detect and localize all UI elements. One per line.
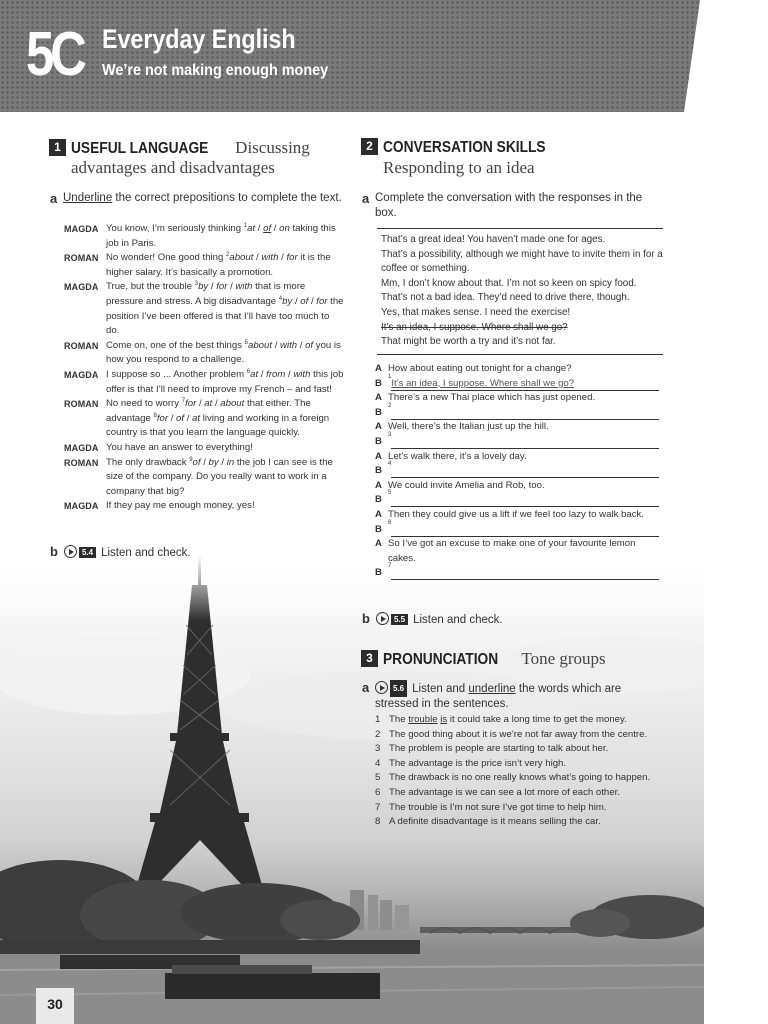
section2-heading [361, 138, 572, 157]
exercise-letter: b [362, 611, 370, 626]
instruction-text: Complete the conversation with the responses in the box. [375, 192, 643, 219]
section2-title: CONVERSATION SKILLS [383, 139, 546, 156]
speaker-letter: B [375, 494, 382, 506]
conversation-line-a [375, 479, 659, 494]
dialog-text: True, but the trouble $^3$by / for / with that is more pressure and stress. A big disadvantage $^4$by / of / for the position I’ve been offered is that I’ll have too much to do. [106, 281, 344, 337]
speaker-letter: A [375, 508, 382, 520]
answer-blank[interactable] [391, 406, 659, 420]
conversation-line-a [375, 391, 659, 406]
responses-box [377, 228, 663, 355]
conversation-line-b [375, 431, 659, 450]
conversation-line-b [375, 402, 659, 421]
gap-number: 2 [388, 402, 392, 409]
sentence-text: The advantage is we can see a lot more of each other. [389, 786, 620, 798]
sentence-number: 3 [375, 743, 381, 755]
gap-number: 5 [388, 490, 392, 497]
sentence-item [375, 757, 665, 772]
instruction-text: Listen and [412, 683, 469, 695]
speaker-letter: A [375, 421, 382, 433]
speaker-name: MAGDA [64, 442, 99, 453]
header-banner [0, 0, 768, 112]
conversation-line-b [375, 519, 659, 538]
response-option: It’s an idea, I suppose. Where shall we go? [381, 321, 568, 333]
gap-number: 7 [388, 563, 392, 570]
answer-blank[interactable] [391, 435, 659, 449]
gap-number: 1 [388, 373, 392, 380]
conversation-line-b [375, 490, 659, 508]
audio-track-badge: 5.6 [390, 680, 407, 697]
section2-number: 2 [361, 138, 378, 155]
sentence-item [375, 742, 665, 757]
sentence-number: 8 [375, 816, 381, 828]
sentence-text: A definite disadvantage is it means selling the car. [389, 816, 601, 828]
answer-blank[interactable] [391, 464, 659, 478]
exercise-letter: a [362, 680, 370, 695]
dialog-text: Come on, one of the best things $^5$about / with / of you is how you respond to a challenge. [106, 339, 341, 366]
conversation-line-b [375, 563, 659, 581]
speaker-name: MAGDA [64, 369, 99, 380]
page-title: Everyday English [102, 24, 296, 54]
speaker-letter: B [375, 465, 382, 477]
dialog-line [64, 222, 344, 251]
answer-blank[interactable] [391, 493, 659, 507]
section2-b-listen [362, 611, 503, 626]
unit-number: 5C [26, 20, 83, 89]
conversation-line-a [375, 537, 659, 566]
response-option: That’s a possibility, although we might have to invite them in for a coffee or something. [381, 248, 663, 275]
section1-subtitle-line1: Discussing [235, 138, 310, 157]
conversation-text: Well, there’s the Italian just up the hill. [388, 421, 549, 433]
conversation-text: Let’s walk there, it’s a lovely day. [388, 450, 527, 462]
instruction-text-end: the words which are stressed in the sentences. [375, 683, 622, 710]
section1-subtitle-line2: advantages and disadvantages [71, 158, 275, 177]
section3-title: PRONUNCIATION [383, 651, 499, 668]
dialog-text: You know, I’m seriously thinking $^1$at / of / on taking this job in Paris. [106, 222, 336, 249]
audio-play-icon[interactable] [64, 545, 77, 558]
sentence-text: The problem is people are starting to talk about her. [389, 743, 609, 755]
instruction-underlined: underline [468, 683, 516, 695]
dialog-text: No wonder! One good thing $^2$about / with / for it is the higher salary. It’s basically a promotion. [106, 252, 331, 278]
instruction-underlined: Underline [63, 192, 113, 204]
gap-number: 4 [388, 461, 392, 468]
sentence-text: The drawback is no one really knows what’s going to happen. [389, 772, 651, 784]
section1-a-instruction [50, 191, 343, 206]
pronunciation-sentences [375, 713, 665, 830]
speaker-name: ROMAN [64, 340, 99, 351]
dialog-line [64, 339, 344, 368]
sentence-text: The trouble is it could take a long time to get the money. [389, 714, 627, 725]
speaker-name: ROMAN [64, 253, 99, 264]
speaker-name: MAGDA [64, 282, 99, 293]
section2-subtitle: Responding to an idea [383, 158, 535, 177]
conversation-text: Then they could give us a lift if we feel too lazy to walk back. [388, 508, 644, 520]
sentence-item [375, 728, 665, 743]
section1-heading [49, 138, 310, 158]
sentence-item [375, 815, 665, 830]
section3-heading [361, 649, 606, 669]
answer-blank[interactable] [391, 566, 659, 580]
speaker-name: MAGDA [64, 501, 99, 512]
conversation-line-a [375, 508, 659, 523]
conversation-text: How about eating out tonight for a change? [388, 363, 572, 374]
dialog-line [64, 456, 344, 500]
conversation-text: So I’ve got an excuse to make one of your favourite lemon cakes. [388, 538, 636, 564]
audio-track-badge: 5.5 [391, 614, 408, 625]
audio-track-badge: 5.4 [79, 547, 96, 558]
response-option: That might be worth a try and it’s not far. [381, 336, 556, 348]
section3-subtitle: Tone groups [521, 649, 606, 668]
section1-title: USEFUL LANGUAGE [71, 140, 209, 157]
dialog-text: No need to worry $^7$for / at / about that either. The advantage $^8$for / of / at living and working in a foreign country is that you learn the language quickly. [106, 397, 330, 439]
sentence-item [375, 801, 665, 816]
example-answer: It’s an idea, I suppose. Where shall we go? [391, 377, 575, 389]
response-option: That’s not a bad idea. They’d need to drive there, though. [381, 292, 630, 304]
speaker-letter: A [375, 392, 382, 404]
sentence-text: The advantage is the price isn’t very high. [389, 757, 567, 769]
page-subtitle: We’re not making enough money [102, 62, 329, 79]
sentence-number: 6 [375, 786, 381, 798]
exercise-letter: b [50, 544, 58, 559]
speaker-letter: B [375, 523, 382, 535]
speaker-letter: B [375, 377, 382, 389]
instruction-text: the correct prepositions to complete the text. [112, 192, 342, 204]
section1-dialog [64, 222, 344, 514]
sentence-number: 4 [375, 757, 381, 769]
section1-b-listen [50, 544, 191, 559]
speaker-letter: B [375, 435, 382, 447]
page-number: 30 [36, 988, 74, 1024]
dialog-text: The only drawback $^9$of / by / in the job I can see is the size of the company. Do you really want to work in a company that big? [106, 456, 333, 497]
speaker-name: ROMAN [64, 399, 99, 410]
section3-a-instruction [362, 680, 655, 712]
conversation-line-a [375, 450, 659, 465]
section3-number: 3 [361, 650, 378, 667]
speaker-letter: A [375, 363, 382, 374]
dialog-text: I suppose so ... Another problem $^6$at / from / with this job offer is that I’ll need to improve my French – and fast! [106, 368, 344, 395]
sentence-number: 5 [375, 772, 381, 784]
speaker-letter: B [375, 567, 382, 579]
sentence-number: 7 [375, 801, 381, 813]
sentence-number: 2 [375, 728, 381, 740]
exercise-letter: a [362, 191, 370, 206]
speaker-name: ROMAN [64, 457, 99, 468]
conversation-text: We could invite Amelia and Rob, too. [388, 479, 545, 491]
sentence-number: 1 [375, 714, 381, 725]
speaker-letter: B [375, 406, 382, 418]
speaker-letter: A [375, 479, 382, 491]
dialog-line [64, 397, 344, 441]
conversation [375, 362, 659, 581]
section1-number: 1 [49, 139, 66, 156]
dialog-line [64, 251, 344, 280]
dialog-line [64, 441, 344, 456]
sentence-text: The good thing about it is we’re not far away from the centre. [389, 728, 648, 740]
dialog-text: You have an answer to everything! [106, 441, 253, 453]
answer-blank[interactable] [391, 377, 659, 391]
exercise-letter: a [50, 191, 58, 206]
response-option: That’s a great idea! You haven’t made one for ages. [381, 234, 606, 245]
sentence-item [375, 713, 665, 728]
dialog-line [64, 499, 344, 514]
gap-number: 3 [388, 431, 392, 438]
conversation-text: There’s a new Thai place which has just opened. [388, 392, 596, 404]
section2-a-instruction [362, 191, 655, 221]
dialog-line [64, 368, 344, 397]
sentence-item [375, 786, 665, 801]
response-option: Yes, that makes sense. I need the exercise! [381, 306, 571, 318]
sentence-text: The trouble is I’m not sure I’ve got time to help him. [389, 801, 607, 813]
conversation-line-a [375, 420, 659, 435]
gap-number: 6 [388, 519, 392, 526]
dialog-line [64, 280, 344, 338]
audio-play-icon[interactable] [376, 612, 389, 625]
conversation-line-b [375, 461, 659, 479]
speaker-letter: A [375, 450, 382, 462]
conversation-line-a [375, 362, 659, 377]
sentence-item [375, 771, 665, 786]
conversation-line-b [375, 373, 659, 392]
speaker-name: MAGDA [64, 224, 99, 234]
answer-blank[interactable] [391, 523, 659, 537]
speaker-letter: A [375, 538, 382, 550]
listen-text: Listen and check. [413, 614, 503, 626]
listen-text: Listen and check. [101, 547, 191, 559]
response-option: Mm, I don’t know about that. I’m not so keen on spicy food. [381, 277, 637, 289]
audio-play-icon[interactable] [375, 681, 388, 694]
dialog-text: If they pay me enough money, yes! [106, 500, 255, 512]
